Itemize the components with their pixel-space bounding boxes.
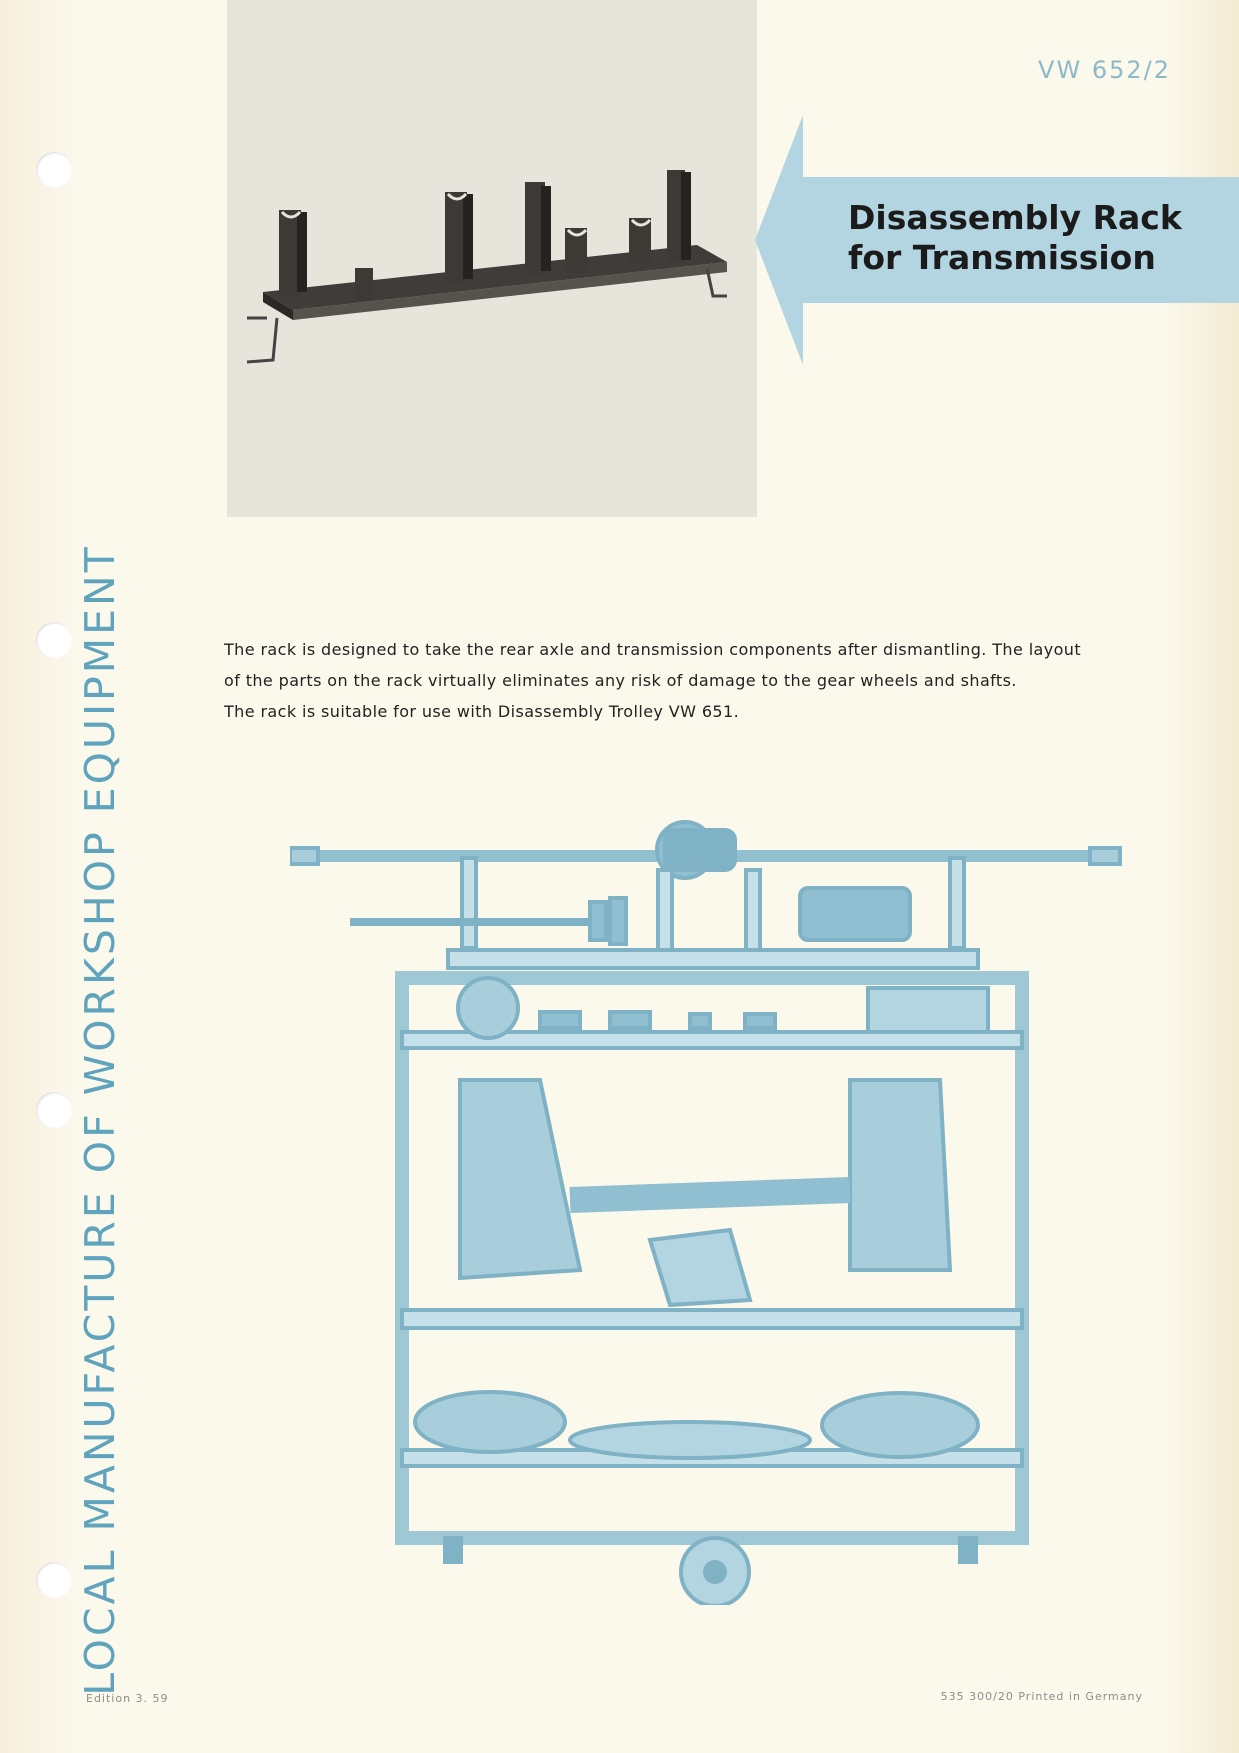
- description-line-2: of the parts on the rack virtually eliminates any risk of damage to the gear wheels and shafts.: [224, 671, 1017, 690]
- trolley-illustration: [290, 800, 1140, 1605]
- side-heading: LOCAL MANUFACTURE OF WORKSHOP EQUIPMENT: [76, 544, 124, 1696]
- title: [848, 198, 1182, 278]
- description: [224, 634, 1104, 727]
- edition-label: Edition 3. 59: [86, 1692, 169, 1705]
- print-info: 535 300/20 Printed in Germany: [940, 1690, 1143, 1703]
- rack-illustration: [227, 0, 757, 517]
- title-line-2: for Transmission: [848, 238, 1156, 277]
- rack-photo: [227, 0, 757, 517]
- punch-hole: [36, 1092, 72, 1128]
- description-line-3: The rack is suitable for use with Disassembly Trolley VW 651.: [224, 702, 740, 721]
- description-line-1: The rack is designed to take the rear axle and transmission components after dismantling. The layout: [224, 640, 1082, 659]
- title-line-1: Disassembly Rack: [848, 198, 1182, 237]
- punch-hole: [36, 152, 72, 188]
- punch-hole: [36, 622, 72, 658]
- punch-hole: [36, 1562, 72, 1598]
- rack-upright: [355, 268, 373, 300]
- document-number: VW 652/2: [1038, 56, 1171, 84]
